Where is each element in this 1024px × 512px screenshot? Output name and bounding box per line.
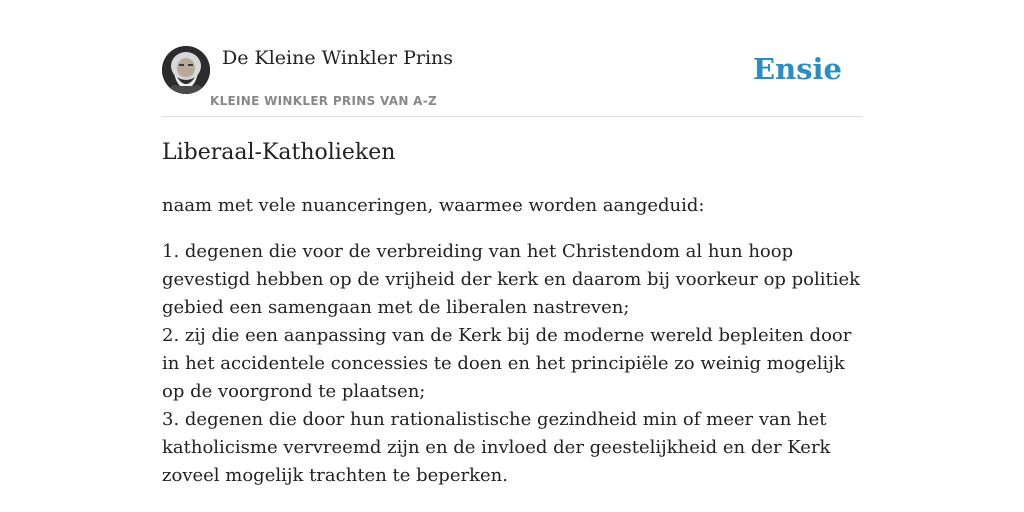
article-intro: naam met vele nuanceringen, waarmee worden aangeduid: [162,195,705,216]
article-body [162,192,862,490]
source-label[interactable]: KLEINE WINKLER PRINS VAN A-Z [210,94,438,108]
article-title: Liberaal-Katholieken [162,140,396,165]
brand-logo[interactable]: Ensie [753,52,842,86]
definition-list [162,238,862,490]
portrait-photo-icon [162,46,210,94]
definition-item: 1. degenen die voor de verbreiding van het Christendom al hun hoop gevestigd hebben op de vrijheid der kerk en daarom bij voorkeur op politiek gebied een samengaan met de liberalen nastreven; [162,241,861,318]
article-header [162,0,862,117]
definition-item: 3. degenen die door hun rationalistische gezindheid min of meer van het katholicisme vervreemd zijn en de invloed der geestelijkheid en der Kerk zoveel mogelijk trachten te beperken. [162,409,831,486]
definition-item: 2. zij die een aanpassing van de Kerk bij de moderne wereld bepleiten door in het accidentele concessies te doen en het principiële zo weinig mogelijk op de voorgrond te plaatsen; [162,325,852,402]
author-avatar[interactable] [162,46,210,94]
article-page [162,0,862,486]
author-name[interactable]: De Kleine Winkler Prins [222,47,454,69]
